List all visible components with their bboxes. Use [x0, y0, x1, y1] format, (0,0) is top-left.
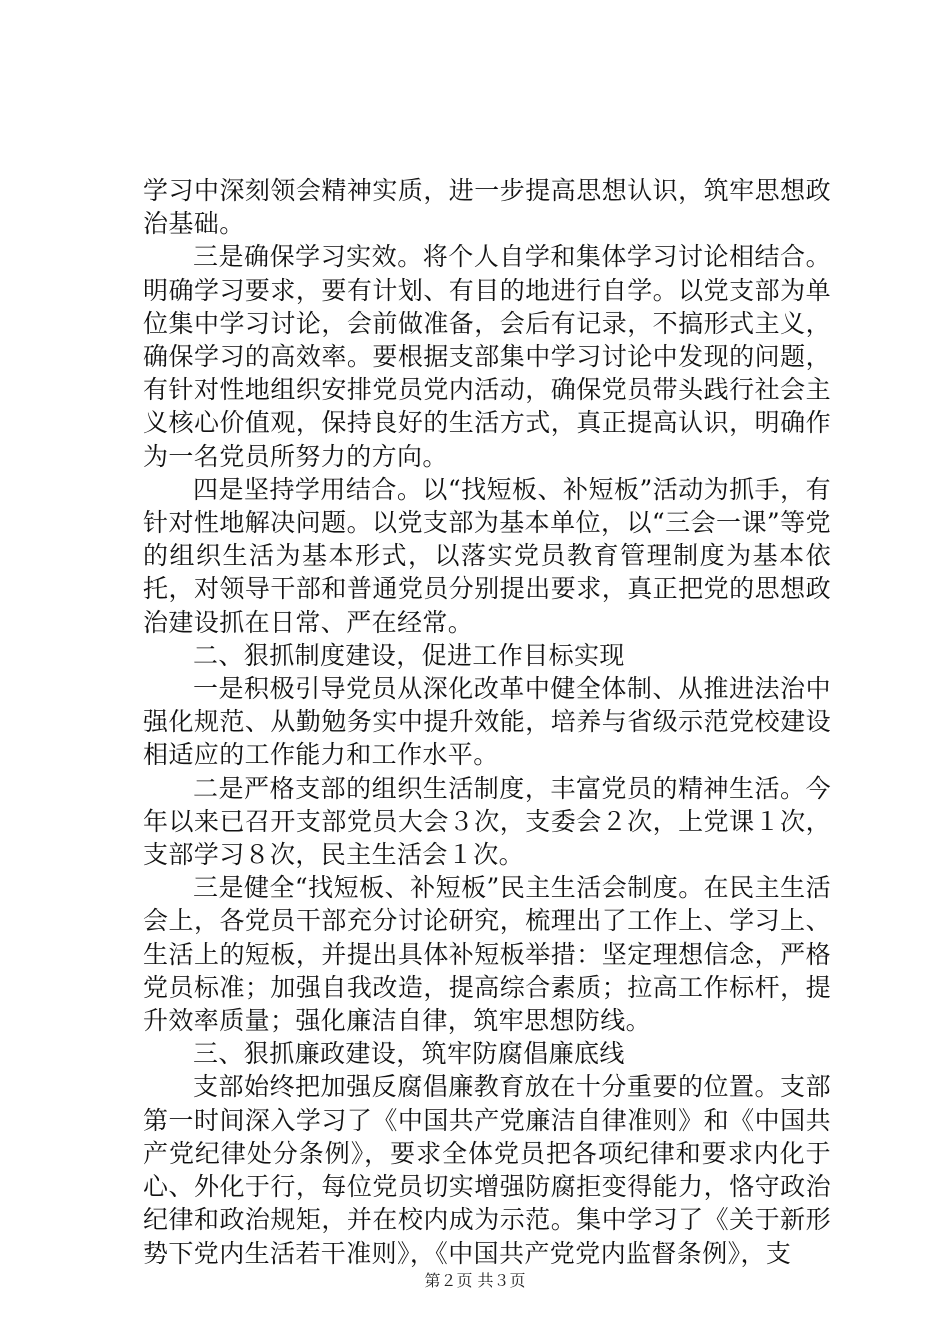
paragraph-guide-members: 一是积极引导党员从深化改革中健全体制、从推进法治中强化规范、从勤勉务实中提升效能，培养与省级示范党校建设相适应的工作能力和工作水平。 [143, 674, 831, 770]
page-number-footer: 第２页 共３页 [424, 1271, 526, 1290]
paragraph-continuation: 学习中深刻领会精神实质，进一步提高思想认识，筑牢思想政治基础。 [143, 176, 831, 239]
paragraph-organization-life: 二是严格支部的组织生活制度，丰富党员的精神生活。今年以来已召开支部党员大会３次，支委会２次，上党课１次，支部学习８次，民主生活会１次。 [143, 773, 831, 870]
paragraph-ensure-study-effect: 三是确保学习实效。将个人自学和集体学习讨论相结合。明确学习要求，要有计划、有目的地进行自学。以党支部为单位集中学习讨论，会前做准备，会后有记录，不搞形式主义，确保学习的高效率。要根据支部集中学习讨论中发现的问题，有针对性地组织安排党员党内活动，确保党员带头践行社会主义核心价值观，保持良好的生活方式，真正提高认识，明确作为一名党员所努力的方向。 [143, 242, 831, 471]
paragraph-anti-corruption-education: 支部始终把加强反腐倡廉教育放在十分重要的位置。支部第一时间深入学习了《中国共产党廉洁自律准则》和《中国共产党纪律处分条例》，要求全体党员把各项纪律和要求内化于心、外化于行，每位党员切实增强防腐拒变得能力，恪守政治纪律和政治规矩，并在校内成为示范。集中学习了《关于新形势下党内生活若干准则》，《中国共产党党内监督条例》，支 [143, 1072, 831, 1268]
document-body [143, 174, 831, 1270]
paragraph-democratic-life-meeting: 三是健全“找短板、补短板”民主生活会制度。在民主生活会上，各党员干部充分讨论研究，梳理出了工作上、学习上、生活上的短板，并提出具体补短板举措：坚定理想信念，严格党员标准；加强自我改造，提高综合素质；拉高工作标杆，提升效率质量；强化廉洁自律，筑牢思想防线。 [143, 873, 831, 1036]
section-heading-integrity-building: 三、狠抓廉政建设，筑牢防腐倡廉底线 [193, 1039, 625, 1069]
paragraph-study-and-apply: 四是坚持学用结合。以“找短板、补短板”活动为抓手，有针对性地解决问题。以党支部为基本单位，以“三会一课”等党的组织生活为基本形式，以落实党员教育管理制度为基本依托，对领导干部和普通党员分别提出要求，真正把党的思想政治建设抓在日常、严在经常。 [143, 474, 831, 637]
section-heading-system-building: 二、狠抓制度建设，促进工作目标实现 [193, 640, 625, 670]
